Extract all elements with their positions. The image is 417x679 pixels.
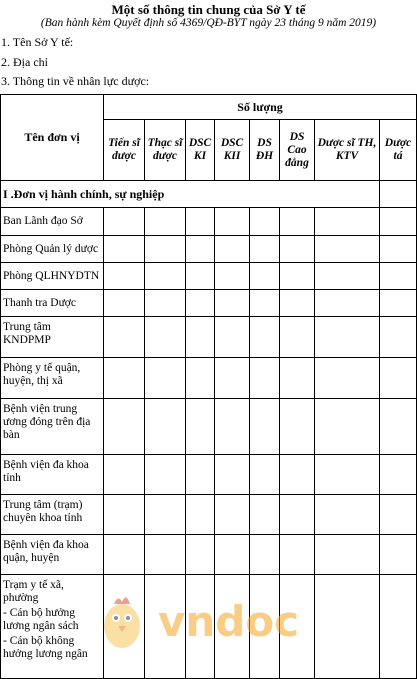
- watermark-text: vndoc: [158, 597, 300, 646]
- item-health-department-name: 1. Tên Sở Y tế:: [1, 35, 74, 49]
- table-cell: [380, 181, 417, 208]
- col-pharmacist-ktv: Dược sĩ TH, KTV: [315, 120, 380, 181]
- col-masters: Thạc sĩ dược: [145, 120, 186, 181]
- row-label: Phòng y tế quận, huyện, thị xã: [1, 358, 104, 399]
- row-label: Bệnh viện trung ương đóng trên địa bàn: [1, 399, 104, 455]
- commune-station-sub-budget: - Cán bộ hưởng lương ngân sách: [3, 607, 79, 632]
- document-title: Một số thông tin chung của Sở Y tế: [111, 2, 306, 17]
- row-label-commune-station: [1, 575, 104, 679]
- col-dsc-kii: DSC KII: [215, 120, 250, 181]
- col-dsc-ki: DSC KI: [186, 120, 215, 181]
- document-subtitle: (Ban hành kèm Quyết định số 4369/QĐ-BYT ngày 23 tháng 9 năm 2019): [40, 17, 377, 29]
- row-label: Ban Lãnh đạo Sở: [1, 208, 104, 236]
- workforce-table: [0, 94, 417, 679]
- col-ds-college: DS Cao đẳng: [280, 120, 315, 181]
- section-admin-units: I .Đơn vị hành chính, sự nghiệp: [1, 181, 380, 208]
- commune-station-title: Trạm y tế xã, phường: [3, 579, 64, 604]
- col-ds-dh: DS ĐH: [250, 120, 280, 181]
- row-label: Trung tâm KNDPMP: [1, 317, 104, 358]
- row-label: Thanh tra Dược: [1, 290, 104, 317]
- unit-name-header: Tên đơn vị: [1, 95, 104, 181]
- commune-station-sub-nonbudget: - Cán bộ không hưởng lương ngân: [3, 635, 88, 660]
- row-label: Bệnh viện đa khoa tỉnh: [1, 455, 104, 495]
- col-phd: Tiến sĩ dược: [104, 120, 145, 181]
- quantity-header: Số lượng: [104, 95, 417, 120]
- row-label: Phòng Quản lý dược: [1, 236, 104, 263]
- row-label: Phòng QLHNYDTN: [1, 263, 104, 290]
- col-assistant: Dược tá: [380, 120, 417, 181]
- item-address: 2. Địa chỉ: [1, 55, 48, 69]
- item-pharmacy-workforce: 3. Thông tin về nhân lực dược:: [1, 74, 150, 88]
- row-label: Trung tâm (trạm) chuyên khoa tỉnh: [1, 495, 104, 535]
- row-label: Bệnh viện đa khoa quận, huyện: [1, 535, 104, 575]
